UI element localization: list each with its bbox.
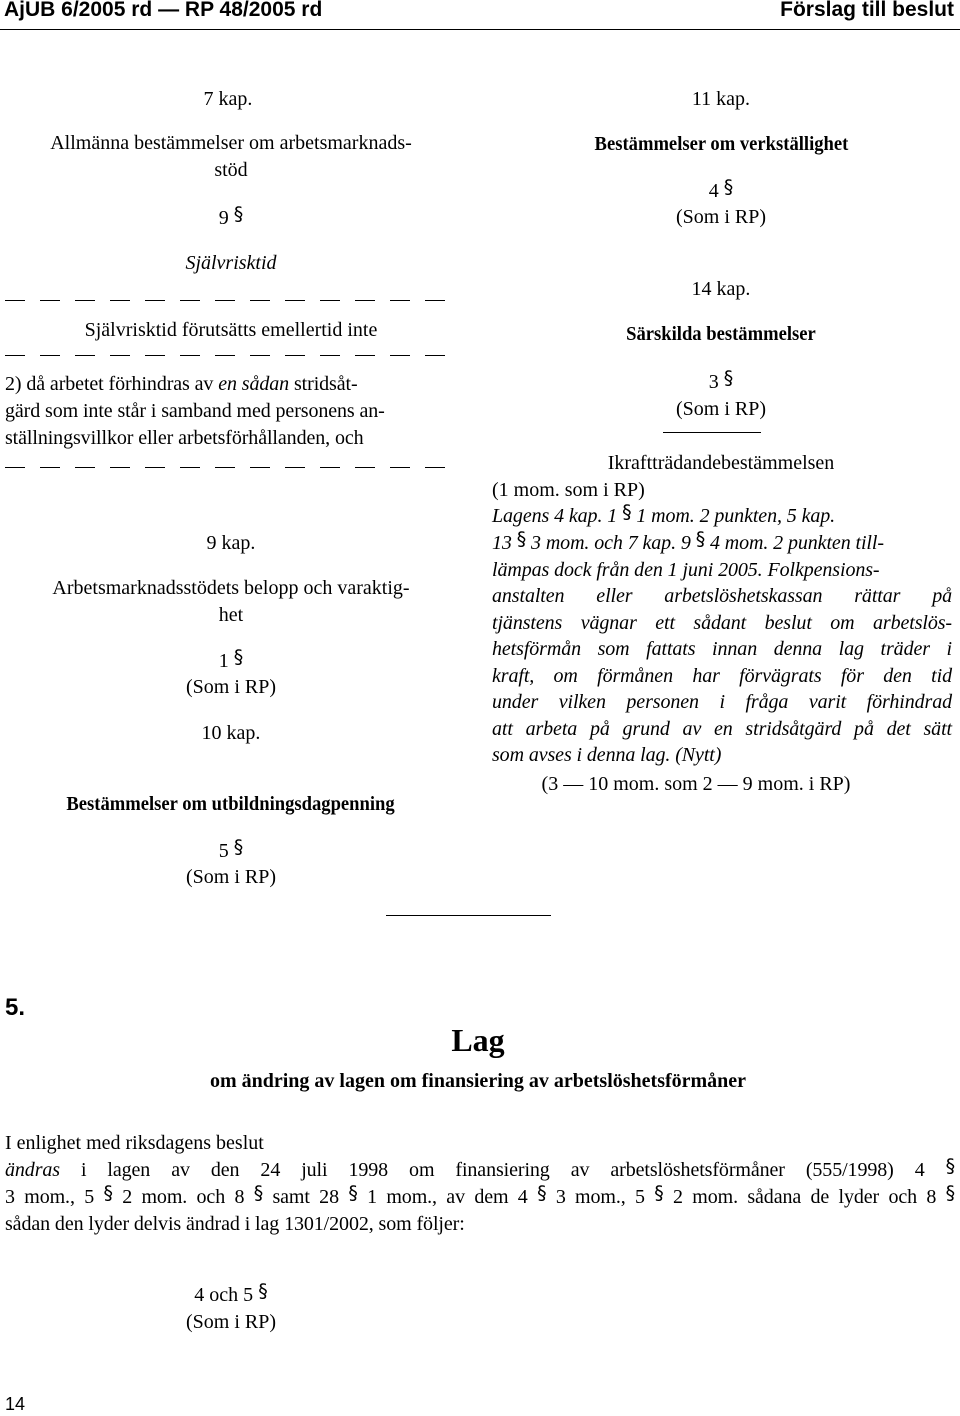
chapter-14-title bbox=[490, 321, 952, 350]
law-body-line-3: sådan den lyder delvis ändrad i lag 1301/2002, som följer: bbox=[5, 1213, 465, 1235]
para-line-10: som avses i denna lag. (Nytt) bbox=[492, 744, 722, 766]
section-3-note: (Som i RP) bbox=[675, 398, 767, 420]
chapter-9-title-line2: het bbox=[218, 604, 244, 626]
section-sign-icon: § bbox=[516, 528, 527, 550]
chapter-7-title-line1: Allmänna bestämmelser om arbetsmarknads- bbox=[50, 132, 412, 154]
section-3-number: 3 bbox=[708, 371, 719, 393]
para-line-1a: Lagens 4 kap. 1 bbox=[492, 505, 618, 527]
chapter-10-title bbox=[0, 791, 462, 820]
item-2-line3: ställningsvillkor eller arbetsförhållanden, och bbox=[5, 427, 364, 449]
law-body-2a: 3 mom., 5 bbox=[5, 1186, 95, 1208]
section-sign-icon: § bbox=[233, 203, 244, 225]
para-line-2c: 4 mom. 2 punkten till- bbox=[705, 532, 884, 554]
para-line-3 bbox=[492, 557, 952, 584]
section-sign-icon: § bbox=[945, 1182, 956, 1204]
law-body-2c: samt 28 bbox=[263, 1186, 339, 1208]
section-rule bbox=[663, 432, 761, 433]
para-line-2 bbox=[492, 530, 952, 557]
section-sign-icon: § bbox=[233, 836, 244, 858]
law-body-1: i lagen av den 24 juli 1998 om finansiering av arbetslöshetsförmåner (555/1998) 4 bbox=[59, 1159, 925, 1181]
section-1-note: (Som i RP) bbox=[185, 676, 277, 698]
law-title: Lag bbox=[451, 1022, 505, 1058]
moments-renumber-note: (3 — 10 mom. som 2 — 9 mom. i RP) bbox=[541, 773, 851, 795]
law-body-2e: 3 mom., 5 bbox=[546, 1186, 645, 1208]
section-9-heading: Självrisktid bbox=[185, 252, 277, 274]
item-2-line1 bbox=[5, 371, 457, 398]
chapter-11-title-text: Bestämmelser om verkställighet bbox=[594, 133, 848, 155]
section-sign-icon: § bbox=[622, 501, 632, 523]
para-line-7: kraft, om förmånen har förvägrats för den tid bbox=[492, 665, 952, 687]
para-line-6: hetsförmån som fattats innan denna lag träder i bbox=[492, 638, 952, 660]
section-sign-icon: § bbox=[348, 1182, 358, 1204]
chapter-7-number: 7 kap. bbox=[203, 88, 253, 110]
law-body-2d: 1 mom., av dem 4 bbox=[357, 1186, 528, 1208]
law-body-line-1 bbox=[5, 1157, 955, 1184]
end-rule bbox=[386, 915, 551, 916]
chapter-14-number: 14 kap. bbox=[691, 278, 751, 300]
page-number: 14 bbox=[5, 1394, 26, 1414]
section-4-and-5-note: (Som i RP) bbox=[185, 1311, 277, 1333]
section-5-number: 5 bbox=[218, 840, 229, 862]
law-body-2f: 2 mom. sådana de lyder och 8 bbox=[663, 1186, 937, 1208]
section-sign-icon: § bbox=[654, 1182, 664, 1204]
section-4-and-5-label: 4 och 5 bbox=[194, 1284, 254, 1306]
section-4-and-5 bbox=[0, 1282, 462, 1309]
self-risk-line: Självrisktid förutsätts emellertid inte bbox=[84, 319, 378, 341]
header-right: Förslag till beslut bbox=[780, 0, 954, 21]
para-line-3b: Folkpensions- bbox=[762, 559, 880, 581]
section-4 bbox=[490, 178, 952, 205]
law-body-2b: 2 mom. och 8 bbox=[112, 1186, 245, 1208]
section-3 bbox=[490, 369, 952, 396]
section-sign-icon: § bbox=[723, 176, 734, 198]
para-line-8: under vilken personen i fråga varit förhindrad bbox=[492, 691, 952, 713]
item-2-suffix: stridsåt- bbox=[289, 373, 358, 395]
chapter-14-title-text: Särskilda bestämmelser bbox=[626, 323, 816, 345]
para-line-2b: 3 mom. och 7 kap. 9 bbox=[526, 532, 691, 554]
omission-dashes-3 bbox=[5, 467, 450, 468]
section-sign-icon: § bbox=[723, 367, 734, 389]
moment-1-note: (1 mom. som i RP) bbox=[492, 479, 645, 501]
law-intro: I enlighet med riksdagens beslut bbox=[5, 1132, 264, 1154]
law-subtitle: om ändring av lagen om finansiering av arbetslöshetsförmåner bbox=[209, 1070, 747, 1092]
section-1 bbox=[0, 648, 462, 675]
para-line-1b: 1 mom. 2 punkten, 5 kap. bbox=[631, 505, 836, 527]
para-line-5: tjänstens vägnar ett sådant beslut om arbetslös- bbox=[492, 612, 952, 634]
section-1-number: 1 bbox=[218, 650, 229, 672]
section-sign-icon: § bbox=[695, 528, 706, 550]
law-body-italic: ändras bbox=[5, 1159, 60, 1181]
para-line-4: anstalten eller arbetslöshetskassan rättar på bbox=[492, 585, 952, 607]
section-sign-icon: § bbox=[258, 1280, 268, 1302]
section-5 bbox=[0, 838, 462, 865]
section-5-note: (Som i RP) bbox=[185, 866, 277, 888]
para-line-1 bbox=[492, 503, 952, 530]
header-left: AjUB 6/2005 rd — RP 48/2005 rd bbox=[4, 0, 323, 21]
item-2-line2: gärd som inte står i samband med personens an- bbox=[5, 400, 385, 422]
law-number: 5. bbox=[5, 994, 26, 1021]
section-sign-icon: § bbox=[253, 1182, 264, 1204]
omission-dashes-1 bbox=[5, 300, 450, 301]
chapter-7-title-line2: stöd bbox=[214, 159, 248, 181]
chapter-9-title-line1: Arbetsmarknadsstödets belopp och varaktig- bbox=[52, 577, 410, 599]
section-sign-icon: § bbox=[945, 1155, 956, 1177]
section-4-note: (Som i RP) bbox=[675, 206, 767, 228]
chapter-10-title-text: Bestämmelser om utbildningsdagpenning bbox=[66, 793, 396, 815]
section-4-number: 4 bbox=[708, 180, 719, 202]
para-line-2a: 13 bbox=[492, 532, 512, 554]
section-9-number: 9 bbox=[218, 207, 229, 229]
para-line-9: att arbeta på grund av en stridsåtgärd på det sätt bbox=[492, 718, 952, 740]
para-line-3a: lämpas dock från den 1 juni 2005. bbox=[492, 559, 763, 581]
law-body-line-2 bbox=[5, 1184, 955, 1211]
section-sign-icon: § bbox=[233, 646, 244, 668]
item-2-italic: en sådan bbox=[218, 373, 290, 395]
omission-dashes-2 bbox=[5, 355, 450, 356]
header-divider bbox=[0, 29, 960, 30]
section-sign-icon: § bbox=[103, 1182, 113, 1204]
entry-into-force-heading: Ikraftträdandebestämmelsen bbox=[607, 452, 835, 474]
section-sign-icon: § bbox=[537, 1182, 547, 1204]
item-2-prefix: 2) då arbetet förhindras av bbox=[5, 373, 219, 395]
chapter-9-number: 9 kap. bbox=[206, 532, 256, 554]
section-9 bbox=[0, 205, 462, 232]
chapter-10-number: 10 kap. bbox=[201, 722, 261, 744]
chapter-11-number: 11 kap. bbox=[691, 88, 751, 110]
chapter-11-title bbox=[490, 131, 952, 160]
